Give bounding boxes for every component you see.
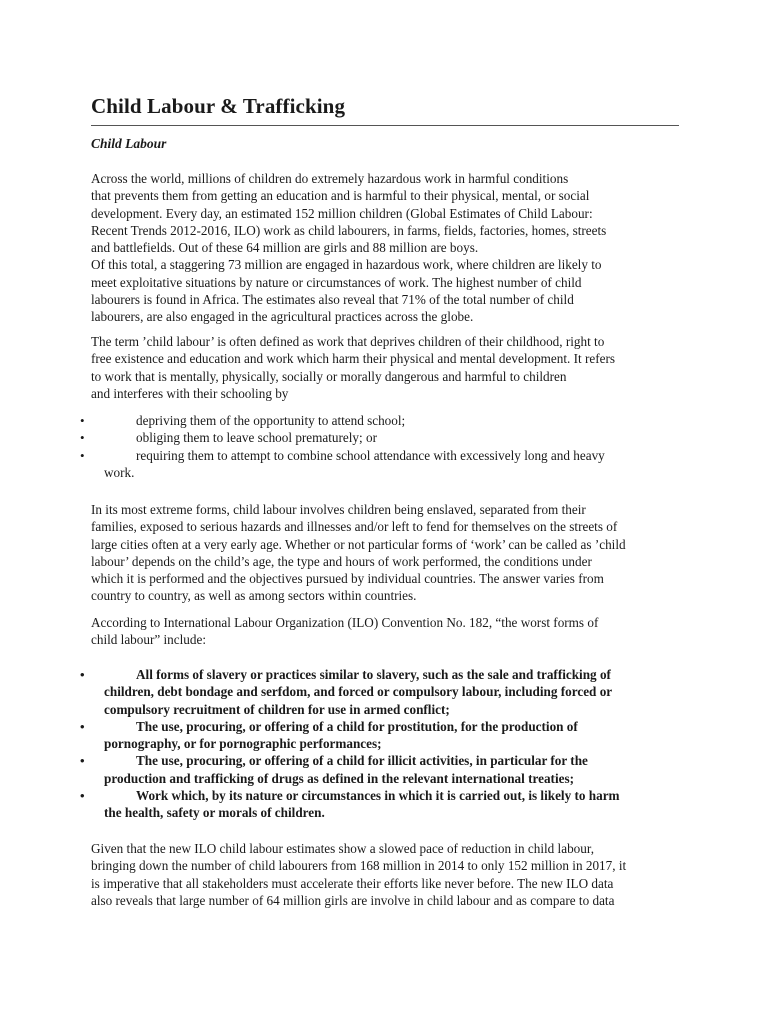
text-line: labourers is found in Africa. The estimates also reveal that 71% of the total number of child [91, 292, 574, 308]
bullet-list-worst-forms [0, 666, 768, 822]
text-line: Work which, by its nature or circumstances in which it is carried out, is likely to harm [136, 788, 620, 804]
text-line: families, exposed to serious hazards and illnesses and/or left to fend for themselves on the streets of [91, 519, 618, 535]
paragraph-ilo-estimates [91, 840, 691, 909]
text-line: free existence and education and work which harm their physical and mental development. It refers [91, 351, 615, 367]
list-item [0, 666, 768, 718]
text-line: to work that is mentally, physically, socially or morally dangerous and harmful to children [91, 368, 567, 384]
text-line: that prevents them from getting an education and is harmful to their physical, mental, or social [91, 188, 590, 204]
text-line: Of this total, a staggering 73 million are engaged in hazardous work, where children are likely to [91, 257, 602, 273]
text-line: bringing down the number of child labourers from 168 million in 2014 to only 152 million in 2017, it [91, 858, 627, 874]
list-item [0, 787, 768, 822]
text-line: child labour” include: [91, 632, 206, 648]
bullet-icon: • [80, 753, 85, 769]
text-line: large cities often at a very early age. Whether or not particular forms of ‘work’ can be called as ’child [91, 536, 626, 552]
text-line: requiring them to attempt to combine school attendance with excessively long and heavy [136, 447, 605, 463]
bullet-icon: • [80, 447, 85, 463]
text-line: pornography, or for pornographic performances; [104, 736, 382, 752]
bullet-icon: • [80, 413, 85, 428]
list-item-text [0, 752, 768, 787]
text-line: According to International Labour Organization (ILO) Convention No. 182, “the worst forms of [91, 615, 599, 630]
bullet-icon: • [80, 430, 85, 446]
text-line: work. [104, 464, 135, 480]
text-line: Given that the new ILO child labour estimates show a slowed pace of reduction in child labour, [91, 841, 595, 856]
list-item-text [0, 447, 768, 482]
list-item-text [0, 718, 768, 753]
text-line: labourers, are also engaged in the agricultural practices across the globe. [91, 309, 474, 325]
text-line: In its most extreme forms, child labour involves children being enslaved, separated from their [91, 502, 586, 517]
text-line: compulsory recruitment of children for use in armed conflict; [104, 701, 450, 717]
list-item-text [0, 666, 768, 718]
text-line: Across the world, millions of children do extremely hazardous work in harmful conditions [91, 171, 569, 186]
text-line: labour’ depends on the child’s age, the type and hours of work performed, the conditions under [91, 553, 592, 569]
text-line: also reveals that large number of 64 million girls are involve in child labour and as compare to data [91, 892, 615, 908]
bullet-icon: • [80, 718, 85, 734]
text-line: meet exploitative situations by nature or circumstances of work. The highest number of child [91, 274, 582, 290]
paragraph-intro [91, 170, 691, 326]
text-line: The use, procuring, or offering of a child for prostitution, for the production of [136, 718, 578, 734]
list-item-text [0, 787, 768, 822]
text-line: development. Every day, an estimated 152 million children (Global Estimates of Child Labour: [91, 205, 593, 221]
bullet-list-schooling [0, 412, 768, 481]
list-item [0, 718, 768, 753]
text-line: The term ’child labour’ is often defined as work that deprives children of their childhood, right to [91, 334, 605, 349]
text-line: All forms of slavery or practices similar to slavery, such as the sale and trafficking of [136, 667, 611, 682]
text-line: depriving them of the opportunity to attend school; [136, 413, 406, 428]
text-line: children, debt bondage and serfdom, and forced or compulsory labour, including forced or [104, 684, 613, 700]
list-item [0, 429, 768, 446]
text-line: the health, safety or morals of children. [104, 805, 325, 821]
list-item-text [0, 412, 768, 429]
text-line: and interferes with their schooling by [91, 385, 289, 401]
text-line: Recent Trends 2012-2016, ILO) work as child labourers, in farms, fields, factories, homes, streets [91, 222, 607, 238]
text-line: and battlefields. Out of these 64 million are girls and 88 million are boys. [91, 240, 479, 256]
text-line: The use, procuring, or offering of a child for illicit activities, in particular for the [136, 753, 588, 769]
text-line: production and trafficking of drugs as defined in the relevant international treaties; [104, 770, 574, 786]
paragraph-extreme-forms [91, 501, 691, 605]
list-item-text [0, 429, 768, 446]
paragraph-definition [91, 333, 691, 402]
paragraph-ilo-convention [91, 614, 691, 649]
list-item [0, 412, 768, 429]
bullet-icon: • [80, 788, 85, 804]
bullet-icon: • [80, 667, 85, 682]
text-line: obliging them to leave school prematurely; or [136, 430, 377, 446]
text-line: country to country, as well as among sectors within countries. [91, 588, 417, 604]
document-title: Child Labour & Trafficking [91, 94, 346, 118]
section-heading: Child Labour [91, 136, 167, 151]
list-item [0, 447, 768, 482]
list-item [0, 752, 768, 787]
text-line: is imperative that all stakeholders must accelerate their efforts like never before. The new ILO data [91, 875, 614, 891]
text-line: which it is performed and the objectives pursued by individual countries. The answer varies from [91, 571, 604, 587]
title-underline [91, 125, 679, 126]
